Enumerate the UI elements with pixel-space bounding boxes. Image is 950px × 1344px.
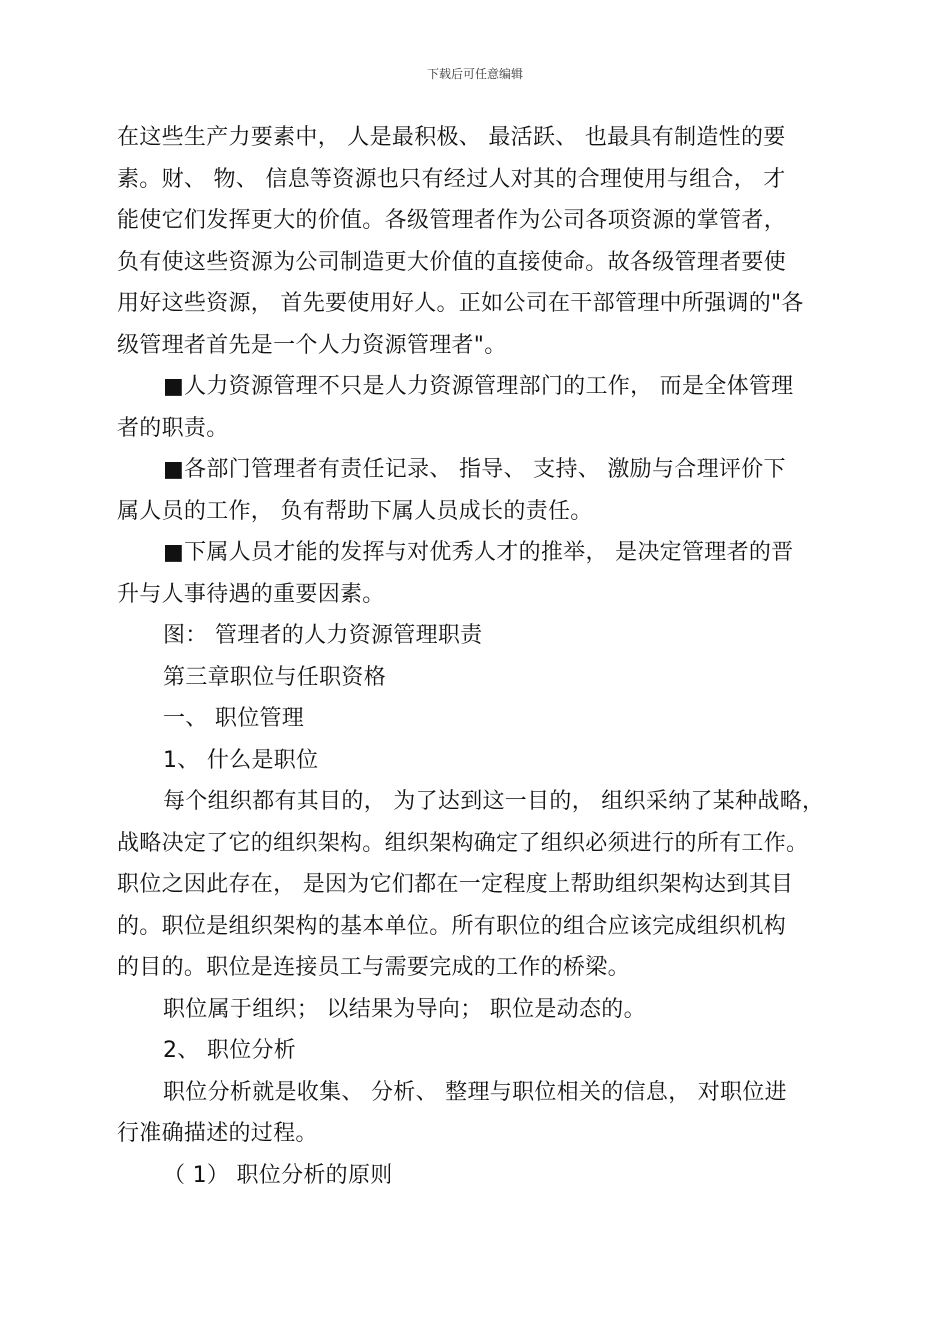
bullet-paragraph-promotion-factor bbox=[117, 532, 833, 615]
paragraph-what-is-position bbox=[117, 781, 833, 989]
text-line: 升与人事待遇的重要因素。 bbox=[117, 581, 385, 607]
text-line: 战略决定了它的组织架构。组织架构确定了组织必须进行的所有工作。 bbox=[117, 830, 809, 856]
text-line: 职位分析就是收集、 分析、 整理与职位相关的信息， 对职位进 bbox=[163, 1079, 787, 1105]
text-line: 属人员的工作， 负有帮助下属人员成长的责任。 bbox=[117, 498, 593, 524]
subsection-heading bbox=[117, 740, 833, 782]
document-body bbox=[117, 117, 833, 1196]
bullet-paragraph-hr-responsibility bbox=[117, 366, 833, 449]
text-line: ■各部门管理者有责任记录、 指导、 支持、 激励与合理评价下 bbox=[163, 457, 786, 482]
section-heading bbox=[117, 698, 833, 740]
text-line: 每个组织都有其目的， 为了达到这一目的， 组织采纳了某种战略， bbox=[163, 789, 825, 814]
list-item-heading bbox=[117, 1155, 833, 1197]
text-line: 职位属于组织； 以结果为导向； 职位是动态的。 bbox=[163, 996, 646, 1022]
text-line: ■人力资源管理不只是人力资源管理部门的工作， 而是全体管理 bbox=[163, 374, 794, 399]
paragraph-position-traits bbox=[117, 989, 833, 1031]
text-line: 行准确描述的过程。 bbox=[117, 1121, 318, 1146]
text-line: 职位之因此存在， 是因为它们都在一定程度上帮助组织架构达到其目 bbox=[117, 872, 794, 897]
chapter-title bbox=[117, 657, 833, 699]
text-line: 能使它们发挥更大的价值。各级管理者作为公司各项资源的掌管者， bbox=[117, 208, 787, 233]
text-line: 级管理者首先是一个人力资源管理者"。 bbox=[117, 332, 507, 358]
subsection-heading bbox=[117, 1030, 833, 1072]
text-line: 负有使这些资源为公司制造更大价值的直接使命。故各级管理者要使 bbox=[117, 249, 787, 275]
paragraph-productivity-factors bbox=[117, 117, 833, 366]
text-line: 第三章职位与任职资格 bbox=[163, 664, 387, 690]
text-line: 一、 职位管理 bbox=[163, 706, 305, 731]
text-line: 图： 管理者的人力资源管理职责 bbox=[163, 623, 483, 648]
text-line: 2、 职位分析 bbox=[163, 1038, 297, 1063]
text-line: 的目的。职位是连接员工与需要完成的工作的桥梁。 bbox=[117, 955, 630, 980]
text-line: ■下属人员才能的发挥与对优秀人才的推举， 是决定管理者的晋 bbox=[163, 540, 794, 565]
text-line: 的。职位是组织架构的基本单位。所有职位的组合应该完成组织机构 bbox=[117, 913, 787, 939]
page-header-note: 下载后可任意编辑 bbox=[426, 67, 523, 81]
text-line: 1、 什么是职位 bbox=[163, 747, 319, 773]
text-line: 在这些生产力要素中， 人是最积极、 最活跃、 也最具有制造性的要 bbox=[117, 125, 786, 150]
text-line: 者的职责。 bbox=[117, 415, 229, 441]
text-line: 用好这些资源， 首先要使用好人。正如公司在干部管理中所强调的"各 bbox=[117, 291, 804, 316]
bullet-paragraph-manager-duty bbox=[117, 449, 833, 532]
text-line: 素。财、 物、 信息等资源也只有经过人对其的合理使用与组合， 才 bbox=[117, 166, 786, 192]
text-line: （ 1） 职位分析的原则 bbox=[163, 1162, 393, 1188]
paragraph-position-analysis bbox=[117, 1072, 833, 1155]
figure-caption bbox=[117, 615, 833, 657]
